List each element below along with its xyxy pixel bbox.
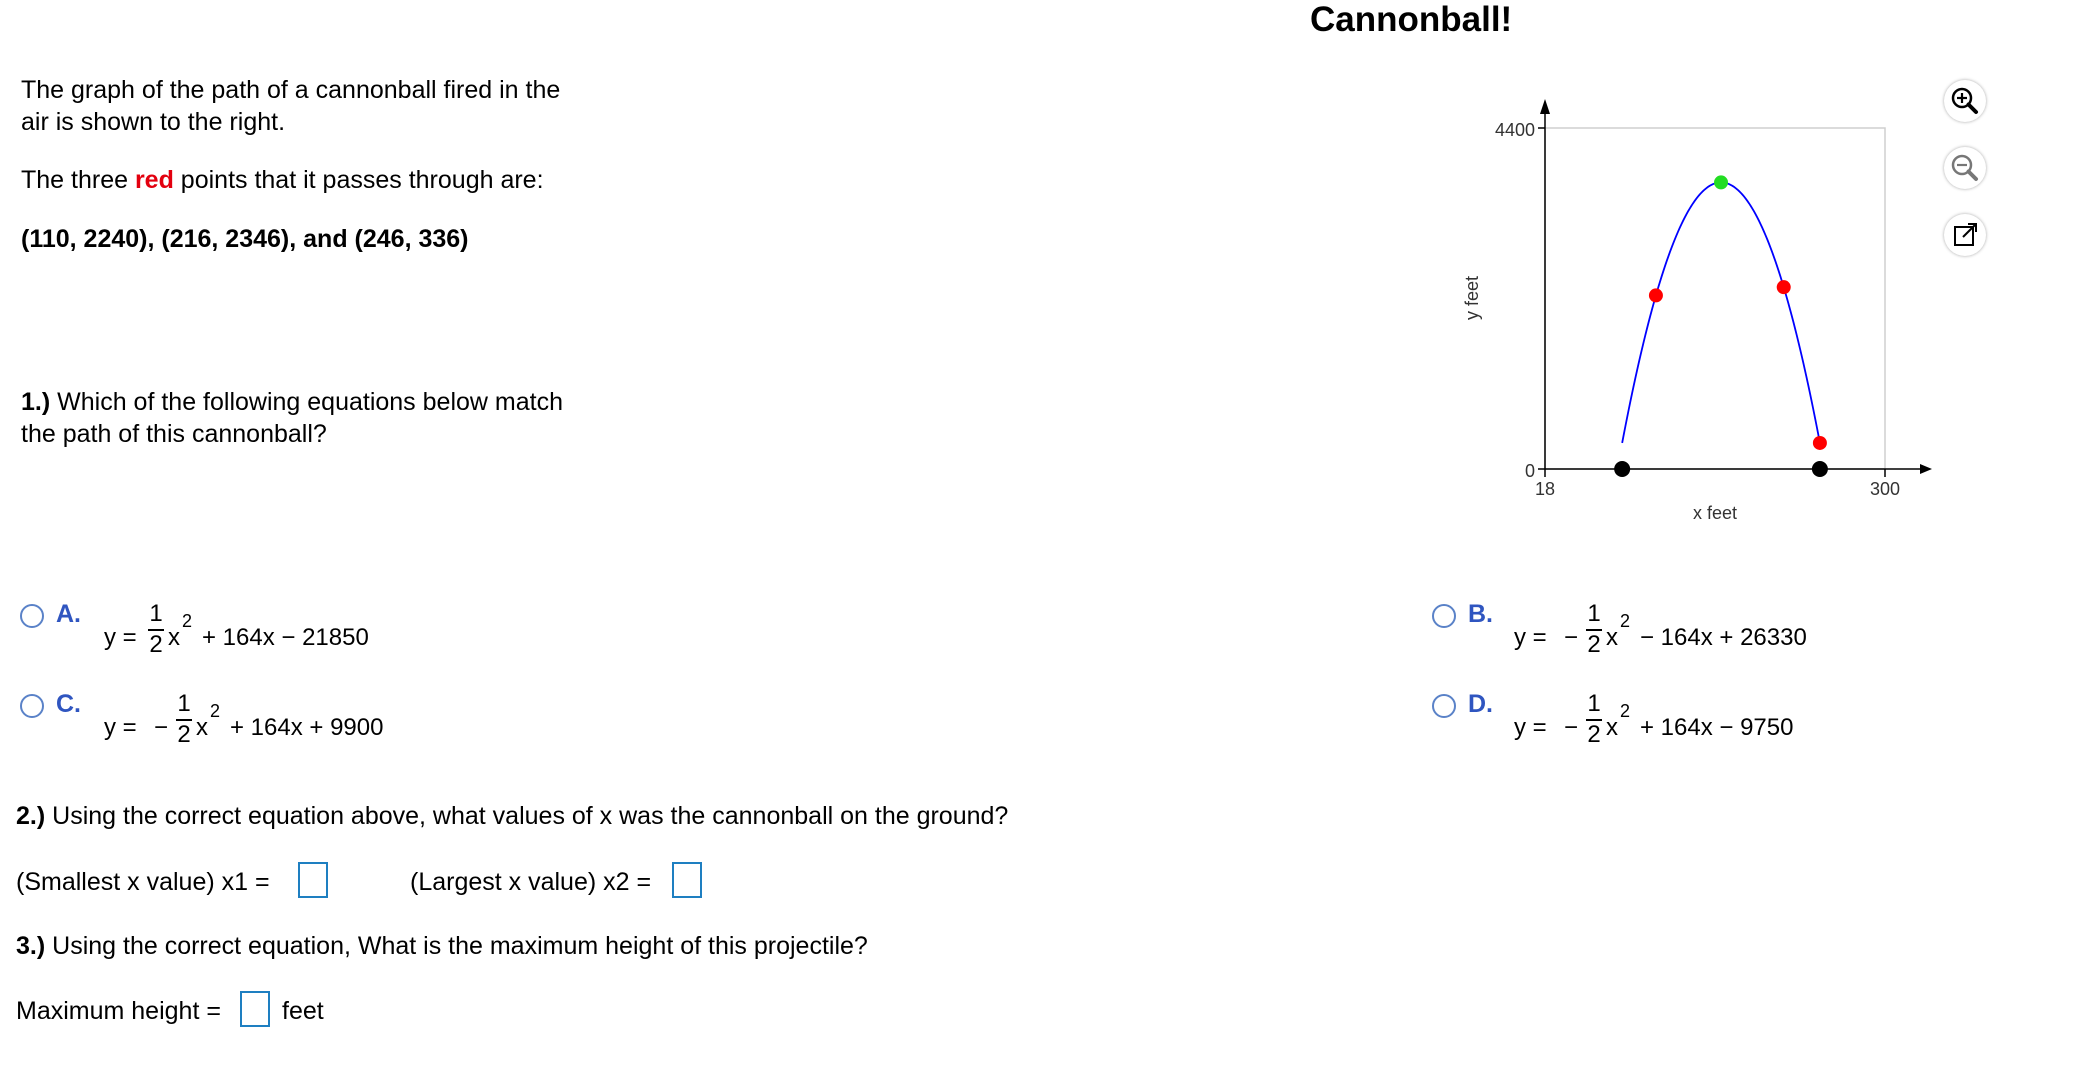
graph-point-6 [1812, 461, 1828, 477]
choice-b-numerator: 1 [1587, 600, 1601, 627]
question-1-text-1: Which of the following equations below match [57, 388, 563, 416]
question-2-number: 2.) [16, 802, 46, 830]
choice-d-radio[interactable] [1432, 694, 1456, 718]
graph-point-3 [1813, 436, 1827, 450]
choice-c-sign: − [154, 714, 169, 741]
y-tick-label-bottom: 0 [1524, 461, 1535, 481]
x2-input[interactable] [672, 862, 702, 898]
choice-b-var: x [1606, 624, 1618, 651]
question-1-number: 1.) [21, 388, 51, 416]
graph-point-5 [1614, 461, 1630, 477]
zoom-out-icon [1944, 147, 1986, 189]
choice-b-letter: B. [1468, 600, 1493, 628]
x1-input[interactable] [298, 862, 328, 898]
choice-d-exponent: 2 [1620, 701, 1631, 721]
question-2 [16, 800, 1008, 832]
y-axis-arrow [1540, 99, 1550, 114]
question-3-text: Using the correct equation, What is the maximum height of this projectile? [52, 932, 868, 960]
choice-a-numerator: 1 [149, 600, 163, 627]
question-2-text: Using the correct equation above, what values of x was the cannonball on the ground? [52, 802, 1009, 830]
choice-a-letter: A. [56, 600, 81, 628]
x-tick-label-left: 18 [1534, 479, 1556, 499]
choice-b[interactable] [1432, 600, 2032, 660]
question-3 [16, 930, 868, 962]
choice-c-radio[interactable] [20, 694, 44, 718]
max-height-input[interactable] [240, 991, 270, 1027]
max-height-unit: feet [282, 997, 324, 1025]
page-title: Cannonball! [1310, 0, 1513, 39]
choice-b-denominator: 2 [1587, 631, 1601, 658]
choice-d-letter: D. [1468, 690, 1493, 718]
y-tick-label-top: 4400 [1494, 120, 1535, 140]
zoom-in-button[interactable] [1944, 80, 1986, 122]
choice-a-var: x [168, 624, 180, 651]
x1-label: (Smallest x value) x1 = [16, 868, 270, 896]
zoom-in-icon [1944, 80, 1986, 122]
popout-icon [1944, 214, 1986, 256]
zoom-out-button[interactable] [1944, 147, 1986, 189]
choice-c-rest: + 164x + 9900 [230, 714, 384, 741]
question-1-line-2: the path of this cannonball? [21, 420, 327, 448]
intro-line-1: The graph of the path of a cannonball fired in the [21, 76, 561, 104]
x2-label: (Largest x value) x2 = [410, 868, 652, 896]
choice-c-prefix: y = [104, 714, 137, 741]
points-list: (110, 2240), (216, 2346), and (246, 336) [21, 225, 469, 253]
choice-b-prefix: y = [1514, 624, 1547, 651]
question-1-line-1 [21, 386, 563, 418]
choice-d-prefix: y = [1514, 714, 1547, 741]
graph-point-2 [1777, 280, 1791, 294]
choice-b-rest: − 164x + 26330 [1640, 624, 1807, 651]
graph-point-1 [1649, 288, 1663, 302]
points-suffix: points that it passes through are: [173, 166, 544, 194]
choice-a-denominator: 2 [149, 631, 163, 658]
choice-a-prefix: y = [104, 624, 137, 651]
choice-d-numerator: 1 [1587, 690, 1601, 717]
choice-d-denominator: 2 [1587, 721, 1601, 748]
choice-b-exponent: 2 [1620, 611, 1631, 631]
x-axis-arrow [1920, 464, 1932, 474]
max-height-label: Maximum height = [16, 997, 221, 1025]
x-axis-label: x feet [1692, 503, 1738, 523]
choice-d-sign: − [1564, 714, 1579, 741]
choice-b-radio[interactable] [1432, 604, 1456, 628]
graph-point-4 [1714, 175, 1728, 189]
choice-a[interactable] [20, 600, 720, 660]
choice-c-numerator: 1 [177, 690, 191, 717]
choice-c-denominator: 2 [177, 721, 191, 748]
points-sentence [21, 164, 544, 196]
trajectory-curve [1622, 182, 1820, 443]
question-3-number: 3.) [16, 932, 46, 960]
choice-d-rest: + 164x − 9750 [1640, 714, 1794, 741]
graph-svg [1460, 88, 1940, 538]
choice-c-var: x [196, 714, 208, 741]
choice-c[interactable] [20, 690, 720, 750]
graph [1460, 88, 1940, 538]
choice-d-var: x [1606, 714, 1618, 741]
y-axis-label: y feet [1462, 275, 1482, 321]
points-red-word: red [134, 166, 174, 194]
choice-a-radio[interactable] [20, 604, 44, 628]
choice-b-sign: − [1564, 624, 1579, 651]
points-prefix: The three [21, 166, 135, 194]
choice-a-exponent: 2 [182, 611, 193, 631]
graph-points [1614, 175, 1828, 477]
x-tick-label-right: 300 [1869, 479, 1901, 499]
popout-button[interactable] [1944, 214, 1986, 256]
choice-c-letter: C. [56, 690, 81, 718]
choice-a-rest: + 164x − 21850 [202, 624, 369, 651]
choice-d[interactable] [1432, 690, 2032, 750]
intro-line-2: air is shown to the right. [21, 108, 286, 136]
choice-c-exponent: 2 [210, 701, 221, 721]
